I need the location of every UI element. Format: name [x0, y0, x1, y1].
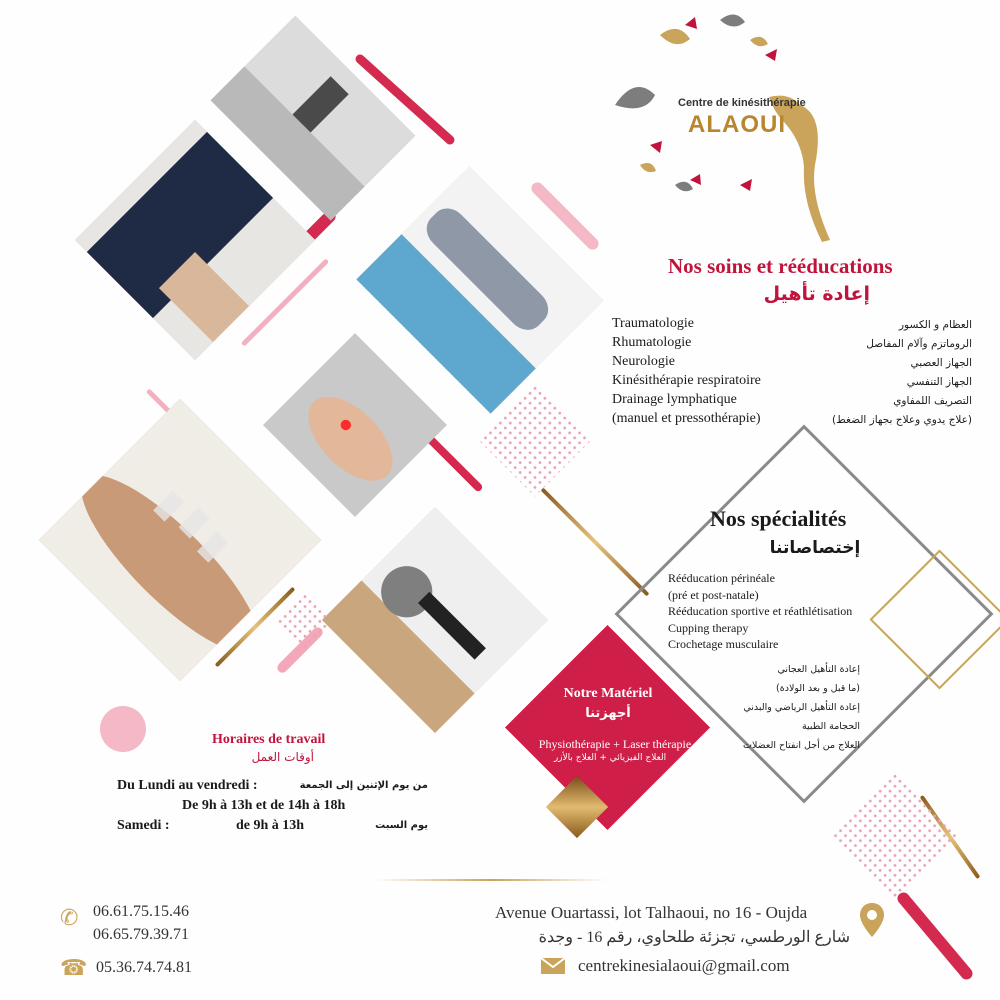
red-bar	[895, 890, 975, 982]
weekday-label: Du Lundi au vendredi :	[117, 778, 258, 793]
specialite-item-ar: إعادة التأهيل العجاني	[777, 664, 860, 675]
phone-number-2[interactable]: 06.65.79.39.71	[93, 926, 189, 943]
address-fr: Avenue Ouartassi, lot Talhaoui, no 16 - Oujda	[495, 903, 808, 922]
weekday-label-ar: من يوم الإثنين إلى الجمعة	[299, 780, 428, 791]
specialite-item-ar: (ما قبل و بعد الولادة)	[776, 683, 860, 694]
soins-item: Drainage lymphatique	[612, 392, 737, 407]
specialites-list-ar	[720, 660, 860, 755]
logo	[600, 5, 860, 250]
specialite-item-ar: العلاج من أجل انفتاح العضلات	[743, 740, 860, 751]
email-icon	[540, 957, 566, 980]
dot-pattern	[831, 771, 958, 898]
specialite-item: Rééducation périnéale	[668, 571, 775, 585]
phone-number-1[interactable]: 06.61.75.15.46	[93, 903, 189, 920]
address-ar: شارع الورطسي، تجزئة طلحاوي، رقم 16 - وجدة	[538, 929, 850, 946]
materiel-line: Physiothérapie + Laser thérapie	[538, 737, 692, 751]
specialite-item: Cupping therapy	[668, 620, 749, 635]
landline-number[interactable]: 05.36.74.74.81	[96, 959, 192, 976]
soins-title-ar: إعادة تأهيل	[763, 283, 870, 305]
saturday-label-ar: يوم السبت	[375, 820, 428, 831]
specialites-title: Nos spécialités	[710, 506, 847, 531]
specialites-title-ar: إختصاصاتنا	[769, 538, 861, 558]
specialite-item: Crochetage musculaire	[668, 637, 779, 651]
soins-item-ar: (علاج يدوي وعلاج بجهاز الضغط)	[831, 414, 972, 426]
soins-item: Neurologie	[612, 354, 675, 369]
saturday-label: Samedi :	[117, 818, 170, 833]
photo-laser	[263, 333, 447, 517]
horaires-title: Horaires de travail	[212, 732, 326, 747]
specialite-item: Rééducation sportive et réathlétisation	[668, 604, 853, 618]
logo-name: ALAOUI	[688, 111, 786, 138]
divider	[375, 879, 607, 881]
soins-item: (manuel et pressothérapie)	[612, 411, 761, 426]
soins-item-ar: التصريف اللمفاوي	[893, 395, 972, 407]
location-pin-icon	[860, 903, 884, 942]
soins-item: Rhumatologie	[612, 335, 692, 350]
weekday-hours: De 9h à 13h et de 14h à 18h	[182, 798, 346, 813]
phone-icon: ✆	[60, 905, 79, 930]
logo-subtitle: Centre de kinésithérapie	[678, 97, 806, 109]
horaires-title-ar: أوقات العمل	[251, 750, 314, 764]
gold-bar	[541, 488, 650, 597]
soins-item-ar: الجهاز التنفسي	[906, 376, 972, 388]
soins-item-ar: الجهاز العصبي	[910, 357, 972, 369]
soins-list-ar	[800, 316, 972, 430]
soins-item: Traumatologie	[612, 316, 694, 331]
soins-list-fr	[612, 314, 761, 428]
materiel-title: Notre Matériel	[563, 686, 653, 701]
saturday-hours: de 9h à 13h	[236, 818, 305, 833]
soins-item-ar: العظام و الكسور	[898, 319, 972, 331]
email-address[interactable]: centrekinesialaoui@gmail.com	[578, 956, 790, 975]
materiel-title-ar: أجهزتنا	[585, 706, 631, 721]
soins-title: Nos soins et rééducations	[668, 254, 893, 278]
specialites-list-fr	[668, 570, 852, 653]
soins-item-ar: الروماتزم وآلام المفاصل	[866, 338, 972, 350]
specialite-item-ar: إعادة التأهيل الرياضي والبدني	[743, 702, 860, 713]
specialite-item: (pré et post-natale)	[668, 587, 759, 602]
landline-icon: ☎	[60, 955, 88, 980]
pink-circle	[100, 706, 146, 752]
specialite-item-ar: الحجامة الطبية	[801, 721, 860, 732]
soins-item: Kinésithérapie respiratoire	[612, 373, 761, 388]
materiel-line-ar: العلاج الفيزيائي + العلاج بالأزر	[553, 753, 667, 763]
photo-perineal	[322, 507, 548, 733]
